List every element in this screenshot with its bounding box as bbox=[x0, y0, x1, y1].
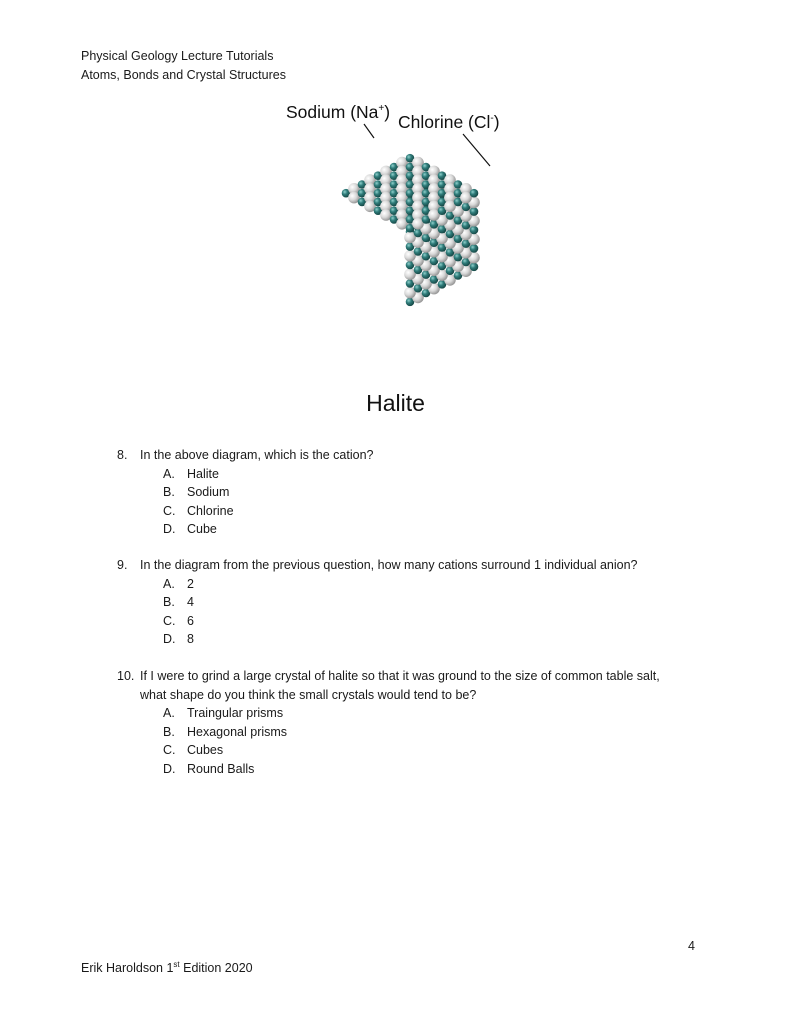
sodium-charge: + bbox=[378, 103, 385, 114]
running-header bbox=[81, 47, 286, 85]
option-text: Cube bbox=[187, 522, 217, 537]
option-letter: B. bbox=[163, 595, 175, 610]
answer-option[interactable] bbox=[117, 704, 660, 723]
footer-author: Erik Haroldson 1 bbox=[81, 961, 174, 975]
footer-author-sup: st bbox=[173, 960, 180, 969]
question-text: In the diagram from the previous question, how many cations surround 1 individual anion? bbox=[140, 558, 638, 572]
option-text: Cubes bbox=[187, 743, 224, 758]
sodium-atom bbox=[470, 226, 479, 235]
option-text: Chlorine bbox=[187, 503, 234, 518]
option-letter: A. bbox=[163, 576, 175, 591]
option-letter: A. bbox=[163, 706, 175, 721]
option-letter: B. bbox=[163, 724, 175, 739]
option-letter: A. bbox=[163, 466, 175, 481]
answer-option[interactable] bbox=[117, 741, 660, 760]
answer-option[interactable] bbox=[117, 630, 638, 649]
answer-option[interactable] bbox=[117, 483, 373, 502]
option-text: Sodium bbox=[187, 485, 230, 500]
chlorine-label bbox=[398, 112, 500, 133]
option-text: 4 bbox=[187, 595, 194, 610]
answer-option[interactable] bbox=[117, 612, 638, 631]
question-number: 9. bbox=[117, 558, 128, 572]
option-text: 8 bbox=[187, 632, 194, 647]
answer-option[interactable] bbox=[117, 760, 660, 779]
header-course-title: Physical Geology Lecture Tutorials bbox=[81, 49, 274, 63]
footer-edition: Edition 2020 bbox=[179, 961, 253, 975]
option-text: 6 bbox=[187, 613, 194, 628]
option-text: Halite bbox=[187, 466, 219, 481]
option-letter: D. bbox=[163, 761, 176, 776]
question-10 bbox=[117, 667, 660, 779]
chlorine-label-end: ) bbox=[493, 112, 500, 132]
option-text: 2 bbox=[187, 576, 194, 591]
halite-crystal-figure bbox=[250, 100, 540, 370]
answer-option[interactable] bbox=[117, 520, 373, 539]
answer-option[interactable] bbox=[117, 465, 373, 484]
sodium-leader-line bbox=[364, 124, 374, 138]
answer-options bbox=[117, 575, 638, 649]
answer-option[interactable] bbox=[117, 723, 660, 742]
question-text: If I were to grind a large crystal of halite so that it was ground to the size of common table salt, bbox=[140, 669, 660, 683]
sodium-atom bbox=[470, 189, 479, 198]
option-text: Traingular prisms bbox=[187, 706, 284, 721]
sodium-label-end: ) bbox=[384, 102, 391, 122]
header-chapter-title: Atoms, Bonds and Crystal Structures bbox=[81, 68, 286, 82]
question-text-continued: what shape do you think the small crystals would tend to be? bbox=[140, 687, 477, 702]
answer-options bbox=[117, 465, 373, 539]
sodium-atom bbox=[470, 244, 479, 253]
option-text: Hexagonal prisms bbox=[187, 724, 288, 739]
option-letter: D. bbox=[163, 632, 176, 647]
sodium-atom bbox=[470, 207, 479, 216]
option-letter: C. bbox=[163, 613, 176, 628]
figure-caption: Halite bbox=[366, 390, 425, 416]
chlorine-charge: - bbox=[490, 113, 494, 124]
question-text: In the above diagram, which is the cation? bbox=[140, 448, 374, 462]
chlorine-leader-line bbox=[463, 134, 490, 166]
option-letter: B. bbox=[163, 485, 175, 500]
answer-option[interactable] bbox=[117, 502, 373, 521]
halite-lattice-diagram bbox=[250, 100, 540, 370]
question-9 bbox=[117, 556, 638, 649]
question-8 bbox=[117, 446, 373, 539]
chlorine-label-text: Chlorine (Cl bbox=[398, 112, 491, 132]
option-letter: C. bbox=[163, 503, 176, 518]
sodium-label-text: Sodium (Na bbox=[286, 102, 379, 122]
question-number: 8. bbox=[117, 448, 128, 462]
answer-option[interactable] bbox=[117, 575, 638, 594]
option-text: Round Balls bbox=[187, 761, 255, 776]
question-number: 10. bbox=[117, 669, 135, 683]
page-number: 4 bbox=[688, 939, 695, 953]
option-letter: C. bbox=[163, 743, 176, 758]
page-footer bbox=[81, 961, 253, 975]
sodium-atom bbox=[470, 263, 479, 272]
answer-option[interactable] bbox=[117, 593, 638, 612]
sodium-label bbox=[286, 102, 390, 123]
option-letter: D. bbox=[163, 522, 176, 537]
answer-options bbox=[117, 704, 660, 778]
